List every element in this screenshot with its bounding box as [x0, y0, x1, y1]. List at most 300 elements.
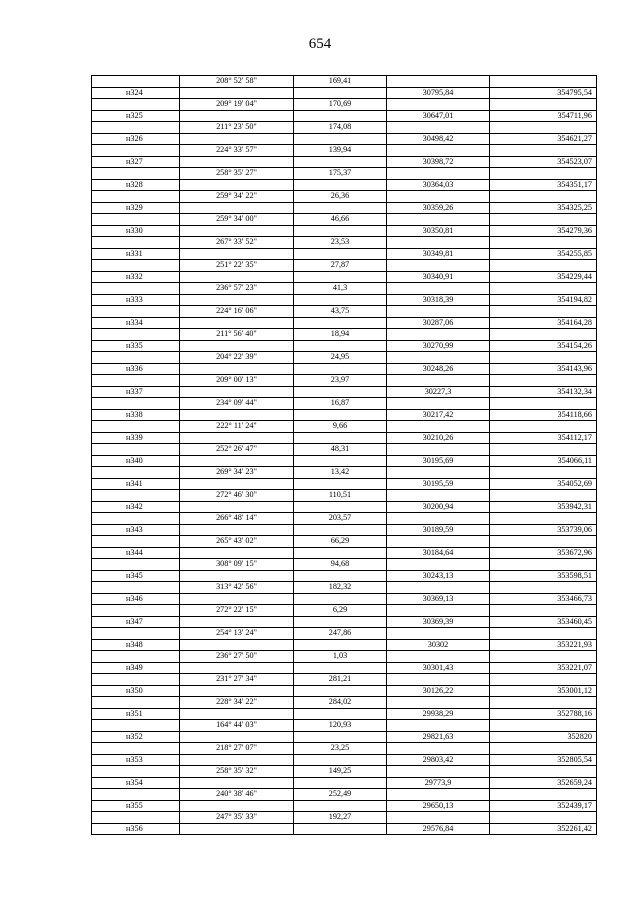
- segment-blank-cell: [387, 582, 490, 594]
- x-coordinate-cell: 30217,42: [387, 409, 490, 421]
- segment-blank-cell: [92, 467, 180, 479]
- point-row: [92, 110, 597, 122]
- x-coordinate-cell: 30184,64: [387, 547, 490, 559]
- segment-blank-cell: [490, 421, 597, 433]
- point-blank-cell: [180, 202, 294, 214]
- segment-blank-cell: [92, 168, 180, 180]
- segment-blank-cell: [387, 743, 490, 755]
- segment-angle-cell: 211° 23' 50": [180, 122, 294, 134]
- segment-row: [92, 191, 597, 203]
- segment-row: [92, 605, 597, 617]
- segment-blank-cell: [387, 812, 490, 824]
- segment-blank-cell: [387, 99, 490, 111]
- point-blank-cell: [294, 363, 387, 375]
- point-blank-cell: [180, 455, 294, 467]
- point-name-cell: н349: [92, 662, 180, 674]
- segment-blank-cell: [490, 513, 597, 525]
- y-coordinate-cell: 353466,73: [490, 593, 597, 605]
- x-coordinate-cell: 30243,13: [387, 570, 490, 582]
- point-row: [92, 317, 597, 329]
- point-blank-cell: [180, 294, 294, 306]
- segment-blank-cell: [490, 99, 597, 111]
- x-coordinate-cell: 30302: [387, 639, 490, 651]
- point-name-cell: н340: [92, 455, 180, 467]
- segment-blank-cell: [490, 122, 597, 134]
- point-blank-cell: [294, 708, 387, 720]
- segment-angle-cell: 252° 26' 47": [180, 444, 294, 456]
- segment-length-cell: 46,66: [294, 214, 387, 226]
- point-blank-cell: [180, 524, 294, 536]
- segment-blank-cell: [92, 651, 180, 663]
- y-coordinate-cell: 354052,69: [490, 478, 597, 490]
- x-coordinate-cell: 29650,13: [387, 800, 490, 812]
- segment-blank-cell: [490, 375, 597, 387]
- point-row: [92, 501, 597, 513]
- y-coordinate-cell: 354132,34: [490, 386, 597, 398]
- y-coordinate-cell: 354066,11: [490, 455, 597, 467]
- segment-blank-cell: [490, 329, 597, 341]
- point-row: [92, 754, 597, 766]
- point-blank-cell: [180, 225, 294, 237]
- segment-row: [92, 559, 597, 571]
- point-blank-cell: [294, 455, 387, 467]
- y-coordinate-cell: 353598,51: [490, 570, 597, 582]
- segment-blank-cell: [92, 76, 180, 88]
- x-coordinate-cell: 30398,72: [387, 156, 490, 168]
- segment-row: [92, 697, 597, 709]
- segment-length-cell: 284,02: [294, 697, 387, 709]
- point-row: [92, 593, 597, 605]
- x-coordinate-cell: 30349,81: [387, 248, 490, 260]
- segment-blank-cell: [387, 513, 490, 525]
- point-blank-cell: [294, 179, 387, 191]
- segment-blank-cell: [92, 674, 180, 686]
- point-blank-cell: [294, 156, 387, 168]
- x-coordinate-cell: 30359,26: [387, 202, 490, 214]
- point-name-cell: н348: [92, 639, 180, 651]
- point-blank-cell: [180, 179, 294, 191]
- segment-angle-cell: 247° 35' 33": [180, 812, 294, 824]
- segment-blank-cell: [387, 375, 490, 387]
- point-blank-cell: [294, 87, 387, 99]
- segment-blank-cell: [92, 352, 180, 364]
- segment-row: [92, 536, 597, 548]
- segment-blank-cell: [490, 444, 597, 456]
- segment-angle-cell: 224° 33' 57": [180, 145, 294, 157]
- segment-blank-cell: [490, 237, 597, 249]
- point-blank-cell: [294, 639, 387, 651]
- segment-blank-cell: [92, 720, 180, 732]
- segment-angle-cell: 211° 56' 40": [180, 329, 294, 341]
- y-coordinate-cell: 354795,54: [490, 87, 597, 99]
- segment-blank-cell: [387, 214, 490, 226]
- point-blank-cell: [180, 432, 294, 444]
- point-name-cell: н342: [92, 501, 180, 513]
- point-blank-cell: [294, 593, 387, 605]
- segment-blank-cell: [387, 122, 490, 134]
- segment-blank-cell: [92, 283, 180, 295]
- point-name-cell: н337: [92, 386, 180, 398]
- segment-angle-cell: 236° 27' 50": [180, 651, 294, 663]
- segment-blank-cell: [490, 490, 597, 502]
- segment-length-cell: 1,03: [294, 651, 387, 663]
- x-coordinate-cell: 30498,42: [387, 133, 490, 145]
- y-coordinate-cell: 354351,17: [490, 179, 597, 191]
- x-coordinate-cell: 30126,22: [387, 685, 490, 697]
- segment-blank-cell: [92, 260, 180, 272]
- point-row: [92, 639, 597, 651]
- segment-length-cell: 170,69: [294, 99, 387, 111]
- segment-blank-cell: [490, 651, 597, 663]
- segment-blank-cell: [387, 444, 490, 456]
- segment-angle-cell: 258° 35' 32": [180, 766, 294, 778]
- segment-row: [92, 582, 597, 594]
- point-blank-cell: [180, 800, 294, 812]
- x-coordinate-cell: 30318,39: [387, 294, 490, 306]
- point-blank-cell: [180, 156, 294, 168]
- y-coordinate-cell: 354112,17: [490, 432, 597, 444]
- point-row: [92, 294, 597, 306]
- point-blank-cell: [180, 363, 294, 375]
- y-coordinate-cell: 354621,27: [490, 133, 597, 145]
- segment-blank-cell: [387, 237, 490, 249]
- point-blank-cell: [294, 386, 387, 398]
- segment-length-cell: 94,68: [294, 559, 387, 571]
- point-blank-cell: [180, 110, 294, 122]
- segment-blank-cell: [387, 697, 490, 709]
- segment-blank-cell: [490, 191, 597, 203]
- segment-angle-cell: 266° 48' 14": [180, 513, 294, 525]
- point-blank-cell: [180, 708, 294, 720]
- point-blank-cell: [180, 754, 294, 766]
- point-row: [92, 731, 597, 743]
- point-name-cell: н345: [92, 570, 180, 582]
- segment-length-cell: 281,21: [294, 674, 387, 686]
- segment-blank-cell: [490, 467, 597, 479]
- segment-angle-cell: 204° 22' 39": [180, 352, 294, 364]
- segment-row: [92, 513, 597, 525]
- segment-length-cell: 66,29: [294, 536, 387, 548]
- segment-row: [92, 260, 597, 272]
- segment-blank-cell: [490, 789, 597, 801]
- segment-row: [92, 467, 597, 479]
- point-blank-cell: [180, 823, 294, 835]
- segment-blank-cell: [92, 766, 180, 778]
- segment-blank-cell: [92, 697, 180, 709]
- segment-row: [92, 628, 597, 640]
- point-row: [92, 616, 597, 628]
- segment-length-cell: 16,87: [294, 398, 387, 410]
- segment-length-cell: 203,57: [294, 513, 387, 525]
- segment-angle-cell: 265° 43' 02": [180, 536, 294, 548]
- y-coordinate-cell: 352805,54: [490, 754, 597, 766]
- x-coordinate-cell: 30364,03: [387, 179, 490, 191]
- page-number: 654: [308, 36, 332, 52]
- point-row: [92, 386, 597, 398]
- segment-angle-cell: 254° 13' 24": [180, 628, 294, 640]
- segment-length-cell: 23,97: [294, 375, 387, 387]
- point-blank-cell: [294, 501, 387, 513]
- segment-length-cell: 120,93: [294, 720, 387, 732]
- y-coordinate-cell: 352439,17: [490, 800, 597, 812]
- point-row: [92, 570, 597, 582]
- segment-row: [92, 145, 597, 157]
- segment-length-cell: 139,94: [294, 145, 387, 157]
- point-row: [92, 478, 597, 490]
- segment-blank-cell: [490, 697, 597, 709]
- segment-length-cell: 41,3: [294, 283, 387, 295]
- point-blank-cell: [294, 409, 387, 421]
- coordinates-table-body: [92, 76, 597, 835]
- point-blank-cell: [180, 317, 294, 329]
- point-blank-cell: [180, 271, 294, 283]
- segment-row: [92, 743, 597, 755]
- point-blank-cell: [294, 271, 387, 283]
- point-name-cell: н331: [92, 248, 180, 260]
- segment-angle-cell: 272° 22' 15": [180, 605, 294, 617]
- segment-blank-cell: [490, 582, 597, 594]
- point-blank-cell: [294, 731, 387, 743]
- segment-angle-cell: 313° 42' 56": [180, 582, 294, 594]
- x-coordinate-cell: 29803,42: [387, 754, 490, 766]
- segment-blank-cell: [490, 743, 597, 755]
- point-row: [92, 133, 597, 145]
- point-name-cell: н347: [92, 616, 180, 628]
- point-row: [92, 271, 597, 283]
- point-name-cell: н329: [92, 202, 180, 214]
- segment-blank-cell: [490, 352, 597, 364]
- segment-blank-cell: [490, 559, 597, 571]
- segment-blank-cell: [490, 605, 597, 617]
- segment-row: [92, 398, 597, 410]
- segment-length-cell: 6,29: [294, 605, 387, 617]
- segment-row: [92, 99, 597, 111]
- point-blank-cell: [180, 478, 294, 490]
- segment-blank-cell: [490, 168, 597, 180]
- point-blank-cell: [294, 225, 387, 237]
- point-blank-cell: [294, 340, 387, 352]
- point-blank-cell: [294, 570, 387, 582]
- segment-angle-cell: 259° 34' 22": [180, 191, 294, 203]
- segment-row: [92, 237, 597, 249]
- x-coordinate-cell: 30227,3: [387, 386, 490, 398]
- segment-angle-cell: 259° 34' 00": [180, 214, 294, 226]
- segment-angle-cell: 164° 44' 03": [180, 720, 294, 732]
- segment-blank-cell: [387, 260, 490, 272]
- segment-length-cell: 247,86: [294, 628, 387, 640]
- point-blank-cell: [294, 478, 387, 490]
- segment-blank-cell: [490, 283, 597, 295]
- point-row: [92, 432, 597, 444]
- segment-blank-cell: [387, 168, 490, 180]
- segment-blank-cell: [387, 559, 490, 571]
- point-name-cell: н354: [92, 777, 180, 789]
- segment-length-cell: 23,25: [294, 743, 387, 755]
- y-coordinate-cell: 354325,25: [490, 202, 597, 214]
- x-coordinate-cell: 30369,13: [387, 593, 490, 605]
- segment-length-cell: 48,31: [294, 444, 387, 456]
- y-coordinate-cell: 353672,96: [490, 547, 597, 559]
- point-row: [92, 800, 597, 812]
- x-coordinate-cell: 30301,43: [387, 662, 490, 674]
- segment-length-cell: 149,25: [294, 766, 387, 778]
- point-name-cell: н355: [92, 800, 180, 812]
- segment-length-cell: 174,08: [294, 122, 387, 134]
- point-blank-cell: [294, 294, 387, 306]
- segment-blank-cell: [92, 628, 180, 640]
- y-coordinate-cell: 354229,44: [490, 271, 597, 283]
- segment-length-cell: 169,41: [294, 76, 387, 88]
- point-row: [92, 662, 597, 674]
- point-blank-cell: [180, 731, 294, 743]
- point-row: [92, 777, 597, 789]
- point-blank-cell: [180, 570, 294, 582]
- point-row: [92, 708, 597, 720]
- segment-blank-cell: [387, 536, 490, 548]
- x-coordinate-cell: 30210,26: [387, 432, 490, 444]
- segment-row: [92, 651, 597, 663]
- y-coordinate-cell: 354154,26: [490, 340, 597, 352]
- point-row: [92, 363, 597, 375]
- point-blank-cell: [180, 409, 294, 421]
- segment-blank-cell: [387, 490, 490, 502]
- x-coordinate-cell: 30189,59: [387, 524, 490, 536]
- segment-blank-cell: [387, 145, 490, 157]
- point-blank-cell: [294, 754, 387, 766]
- point-name-cell: н343: [92, 524, 180, 536]
- point-name-cell: н327: [92, 156, 180, 168]
- segment-blank-cell: [387, 398, 490, 410]
- point-blank-cell: [180, 616, 294, 628]
- segment-row: [92, 674, 597, 686]
- segment-blank-cell: [92, 789, 180, 801]
- y-coordinate-cell: 352820: [490, 731, 597, 743]
- point-name-cell: н353: [92, 754, 180, 766]
- point-name-cell: н344: [92, 547, 180, 559]
- y-coordinate-cell: 354164,28: [490, 317, 597, 329]
- x-coordinate-cell: 29576,84: [387, 823, 490, 835]
- point-row: [92, 179, 597, 191]
- y-coordinate-cell: 352261,42: [490, 823, 597, 835]
- segment-row: [92, 490, 597, 502]
- point-name-cell: н335: [92, 340, 180, 352]
- segment-angle-cell: 272° 46' 30": [180, 490, 294, 502]
- point-name-cell: н332: [92, 271, 180, 283]
- segment-length-cell: 23,53: [294, 237, 387, 249]
- point-name-cell: н356: [92, 823, 180, 835]
- point-name-cell: н338: [92, 409, 180, 421]
- segment-row: [92, 720, 597, 732]
- point-row: [92, 202, 597, 214]
- segment-row: [92, 214, 597, 226]
- point-name-cell: н346: [92, 593, 180, 605]
- x-coordinate-cell: 29821,63: [387, 731, 490, 743]
- segment-blank-cell: [490, 720, 597, 732]
- segment-angle-cell: 231° 27' 34": [180, 674, 294, 686]
- y-coordinate-cell: 354711,96: [490, 110, 597, 122]
- point-row: [92, 225, 597, 237]
- y-coordinate-cell: 353001,12: [490, 685, 597, 697]
- x-coordinate-cell: 30647,01: [387, 110, 490, 122]
- segment-angle-cell: 209° 00' 13": [180, 375, 294, 387]
- segment-blank-cell: [92, 122, 180, 134]
- y-coordinate-cell: 352788,16: [490, 708, 597, 720]
- segment-row: [92, 306, 597, 318]
- point-row: [92, 524, 597, 536]
- point-name-cell: н351: [92, 708, 180, 720]
- point-blank-cell: [294, 248, 387, 260]
- segment-blank-cell: [92, 237, 180, 249]
- segment-row: [92, 283, 597, 295]
- segment-angle-cell: 222° 11' 24": [180, 421, 294, 433]
- segment-length-cell: 24,95: [294, 352, 387, 364]
- segment-blank-cell: [387, 421, 490, 433]
- x-coordinate-cell: 30270,99: [387, 340, 490, 352]
- y-coordinate-cell: 353221,93: [490, 639, 597, 651]
- point-name-cell: н339: [92, 432, 180, 444]
- point-name-cell: н336: [92, 363, 180, 375]
- point-blank-cell: [294, 777, 387, 789]
- segment-angle-cell: 234° 09' 44": [180, 398, 294, 410]
- point-blank-cell: [294, 685, 387, 697]
- point-name-cell: н334: [92, 317, 180, 329]
- segment-length-cell: 27,87: [294, 260, 387, 272]
- y-coordinate-cell: 353739,06: [490, 524, 597, 536]
- segment-blank-cell: [490, 536, 597, 548]
- segment-blank-cell: [387, 306, 490, 318]
- y-coordinate-cell: 353221,07: [490, 662, 597, 674]
- segment-row: [92, 421, 597, 433]
- point-name-cell: н350: [92, 685, 180, 697]
- segment-blank-cell: [490, 145, 597, 157]
- point-name-cell: н352: [92, 731, 180, 743]
- point-blank-cell: [294, 202, 387, 214]
- segment-angle-cell: 218° 27' 07": [180, 743, 294, 755]
- segment-row: [92, 766, 597, 778]
- point-name-cell: н324: [92, 87, 180, 99]
- segment-angle-cell: 209° 19' 04": [180, 99, 294, 111]
- point-blank-cell: [180, 547, 294, 559]
- segment-blank-cell: [92, 329, 180, 341]
- segment-angle-cell: 208° 52' 58": [180, 76, 294, 88]
- segment-length-cell: 26,36: [294, 191, 387, 203]
- segment-blank-cell: [387, 467, 490, 479]
- segment-blank-cell: [387, 674, 490, 686]
- segment-blank-cell: [490, 306, 597, 318]
- segment-blank-cell: [92, 444, 180, 456]
- x-coordinate-cell: 30340,91: [387, 271, 490, 283]
- y-coordinate-cell: 354118,66: [490, 409, 597, 421]
- point-blank-cell: [294, 110, 387, 122]
- point-blank-cell: [180, 248, 294, 260]
- segment-angle-cell: 228° 34' 22": [180, 697, 294, 709]
- segment-blank-cell: [387, 283, 490, 295]
- point-row: [92, 340, 597, 352]
- point-blank-cell: [294, 317, 387, 329]
- point-blank-cell: [180, 593, 294, 605]
- segment-blank-cell: [490, 398, 597, 410]
- segment-blank-cell: [92, 421, 180, 433]
- point-name-cell: н326: [92, 133, 180, 145]
- x-coordinate-cell: 30195,59: [387, 478, 490, 490]
- segment-angle-cell: 240° 38' 46": [180, 789, 294, 801]
- x-coordinate-cell: 30248,26: [387, 363, 490, 375]
- segment-blank-cell: [387, 191, 490, 203]
- segment-blank-cell: [92, 306, 180, 318]
- y-coordinate-cell: 354523,07: [490, 156, 597, 168]
- segment-angle-cell: 258° 35' 27": [180, 168, 294, 180]
- segment-blank-cell: [92, 375, 180, 387]
